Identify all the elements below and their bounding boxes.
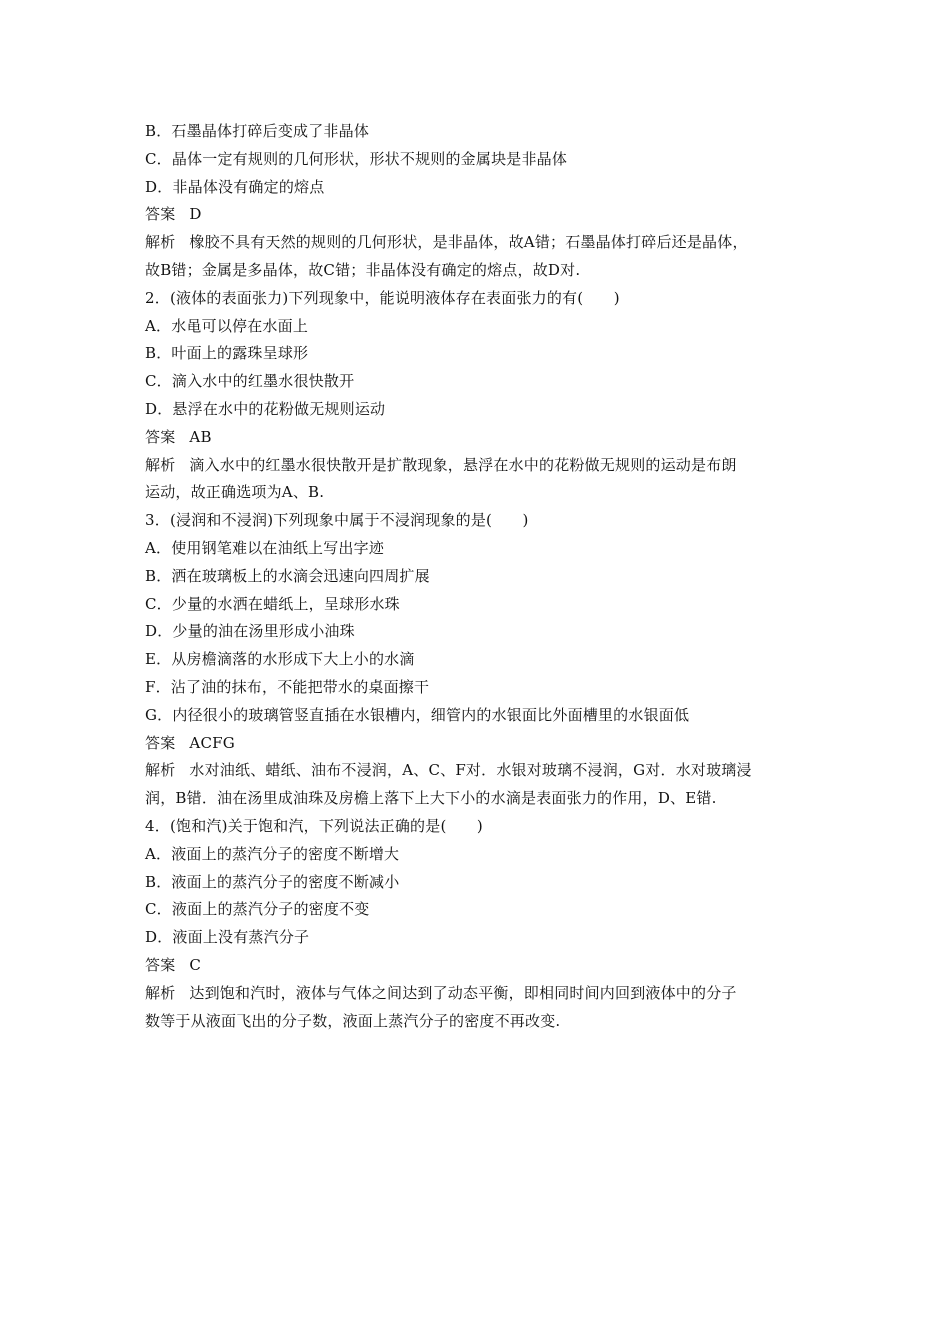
q2-answer <box>145 424 817 452</box>
q3-option-c: C．少量的水洒在蜡纸上，呈球形水珠 <box>145 594 400 613</box>
q4-answer <box>145 952 817 980</box>
q4-analysis-line-2: 数等于从液面飞出的分子数，液面上蒸汽分子的密度不再改变. <box>145 1011 561 1030</box>
answer-label: 答案 <box>145 955 176 974</box>
answer-value: ACFG <box>189 733 235 752</box>
q4-stem: 4．(饱和汽)关于饱和汽，下列说法正确的是( ) <box>145 816 483 835</box>
q3-analysis-line-1 <box>145 757 817 785</box>
q2-option-a: A．水黾可以停在水面上 <box>145 316 309 335</box>
q2-analysis-line-1 <box>145 452 817 480</box>
analysis-label: 解析 <box>145 761 176 780</box>
analysis-label: 解析 <box>145 455 176 474</box>
q1-option-c: C．晶体一定有规则的几何形状，形状不规则的金属块是非晶体 <box>145 149 568 168</box>
q4-option-b: B．液面上的蒸汽分子的密度不断减小 <box>145 872 400 891</box>
q1-option-b: B．石墨晶体打碎后变成了非晶体 <box>145 122 370 140</box>
answer-value: D <box>189 205 202 224</box>
analysis-text: 水对油纸、蜡纸、油布不浸润，A、C、F对．水银对玻璃不浸润，G对．水对玻璃浸 <box>189 761 752 780</box>
analysis-text: 滴入水中的红墨水很快散开是扩散现象，悬浮在水中的花粉做无规则的运动是布朗 <box>189 455 737 474</box>
answer-label: 答案 <box>145 205 176 224</box>
q3-option-g: G．内径很小的玻璃管竖直插在水银槽内，细管内的水银面比外面槽里的水银面低 <box>145 705 690 724</box>
q3-option-b: B．洒在玻璃板上的水滴会迅速向四周扩展 <box>145 566 430 585</box>
q4-option-c: C．液面上的蒸汽分子的密度不变 <box>145 900 370 919</box>
q4-option-a: A．液面上的蒸汽分子的密度不断增大 <box>145 844 400 863</box>
q3-option-e: E．从房檐滴落的水形成下大上小的水滴 <box>145 650 415 669</box>
q2-option-d: D．悬浮在水中的花粉做无规则运动 <box>145 399 386 418</box>
q2-stem: 2．(液体的表面张力)下列现象中，能说明液体存在表面张力的有( ) <box>145 288 620 307</box>
analysis-text: 橡胶不具有天然的规则的几何形状，是非晶体，故A错；石墨晶体打碎后还是晶体， <box>189 233 748 252</box>
answer-label: 答案 <box>145 733 176 752</box>
q3-option-a: A．使用钢笔难以在油纸上写出字迹 <box>145 538 385 557</box>
q1-option-d: D．非晶体没有确定的熔点 <box>145 177 325 196</box>
q4-option-d: D．液面上没有蒸汽分子 <box>145 928 310 947</box>
q1-answer <box>145 201 817 229</box>
answer-label: 答案 <box>145 427 176 446</box>
q2-option-b: B．叶面上的露珠呈球形 <box>145 344 309 363</box>
answer-value: AB <box>189 427 212 446</box>
q2-option-c: C．滴入水中的红墨水很快散开 <box>145 372 355 391</box>
q3-option-f: F．沾了油的抹布，不能把带水的桌面擦干 <box>145 677 430 696</box>
q4-analysis-line-1 <box>145 980 817 1008</box>
analysis-label: 解析 <box>145 233 176 252</box>
answer-value: C <box>189 955 202 974</box>
q1-analysis-line-2: 故B错；金属是多晶体，故C错；非晶体没有确定的熔点，故D对. <box>145 260 581 279</box>
q3-analysis-line-2: 润，B错．油在汤里成油珠及房檐上落下上大下小的水滴是表面张力的作用，D、E错. <box>145 789 717 808</box>
analysis-label: 解析 <box>145 983 176 1002</box>
q3-answer <box>145 730 817 758</box>
q3-stem: 3．(浸润和不浸润)下列现象中属于不浸润现象的是( ) <box>145 511 529 530</box>
q3-option-d: D．少量的油在汤里形成小油珠 <box>145 622 355 641</box>
analysis-text: 达到饱和汽时，液体与气体之间达到了动态平衡，即相同时间内回到液体中的分子 <box>189 983 737 1002</box>
q1-analysis-line-1 <box>145 229 817 257</box>
q2-analysis-line-2: 运动，故正确选项为A、B. <box>145 483 325 502</box>
document-body <box>145 118 817 1035</box>
